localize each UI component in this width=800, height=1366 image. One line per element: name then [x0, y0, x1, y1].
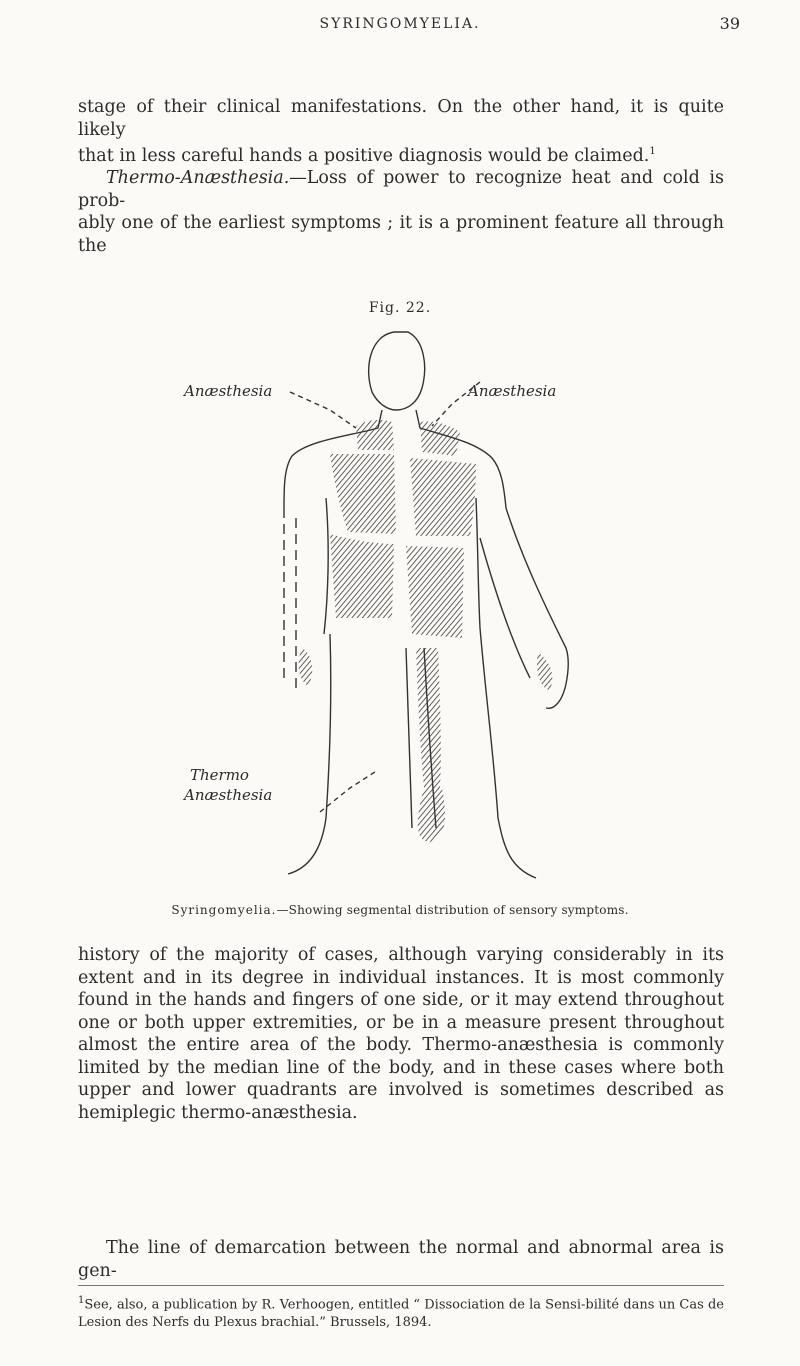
paragraph-demarcation: The line of demarcation between the normal and abnormal area is gen- — [78, 1238, 724, 1281]
annotation-thermo-anaesthesia: Anæsthesia — [184, 786, 273, 804]
text-line: that in less careful hands a positive diagnosis would be claimed. — [78, 145, 650, 166]
figure-caption — [0, 903, 800, 917]
paragraph-history: history of the majority of cases, although varying considerably in its extent and in its degree in individual instances. It is most commonly found in the hands and fingers of one side, or it may extend throughout one or both upper extremities, or be in a measure present throughout almost the entire area of the body. Thermo-anæsthesia is commonly limited by the median line of the body, and in these cases where both upper and lower quadrants are involved is sometimes described as hemiplegic thermo-anæsthesia. — [78, 945, 724, 1123]
annotation-anaesthesia-left: Anæsthesia — [184, 382, 273, 400]
footnote — [78, 1292, 724, 1332]
figure-label: Fig. 22. — [368, 300, 432, 316]
footnote-mark: 1 — [78, 1295, 85, 1306]
text-line: stage of their clinical manifestations. On the other hand, it is quite likely — [78, 97, 724, 140]
annotation-thermo: Thermo — [190, 766, 249, 784]
paragraph-intro — [78, 96, 724, 257]
footnote-ref[interactable]: 1 — [649, 146, 656, 157]
caption-title: Syringomyelia. — [171, 903, 277, 917]
annotation-anaesthesia-right: Anæsthesia — [468, 382, 557, 400]
running-head: SYRINGOMYELIA. — [319, 16, 481, 32]
figure-body-diagram — [180, 318, 640, 898]
footnote-text: See, also, a publication by R. Verhoogen, entitled “ Dissociation de la Sensi-bilité dans un Cas de Lesion des Nerfs du Plexus brachial.” Brussels, 1894. — [78, 1297, 724, 1331]
footnote-divider — [78, 1285, 724, 1286]
text-line: —Loss of power to recognize heat and cold is prob- — [78, 168, 724, 211]
page-number: 39 — [719, 14, 740, 33]
text-line: ably one of the earliest symptoms ; it is a prominent feature all through the — [78, 213, 724, 256]
body-outline-illustration — [180, 318, 640, 898]
caption-text: —Showing segmental distribution of sensory symptoms. — [276, 903, 629, 917]
section-heading: Thermo-Anæsthesia. — [106, 168, 290, 189]
